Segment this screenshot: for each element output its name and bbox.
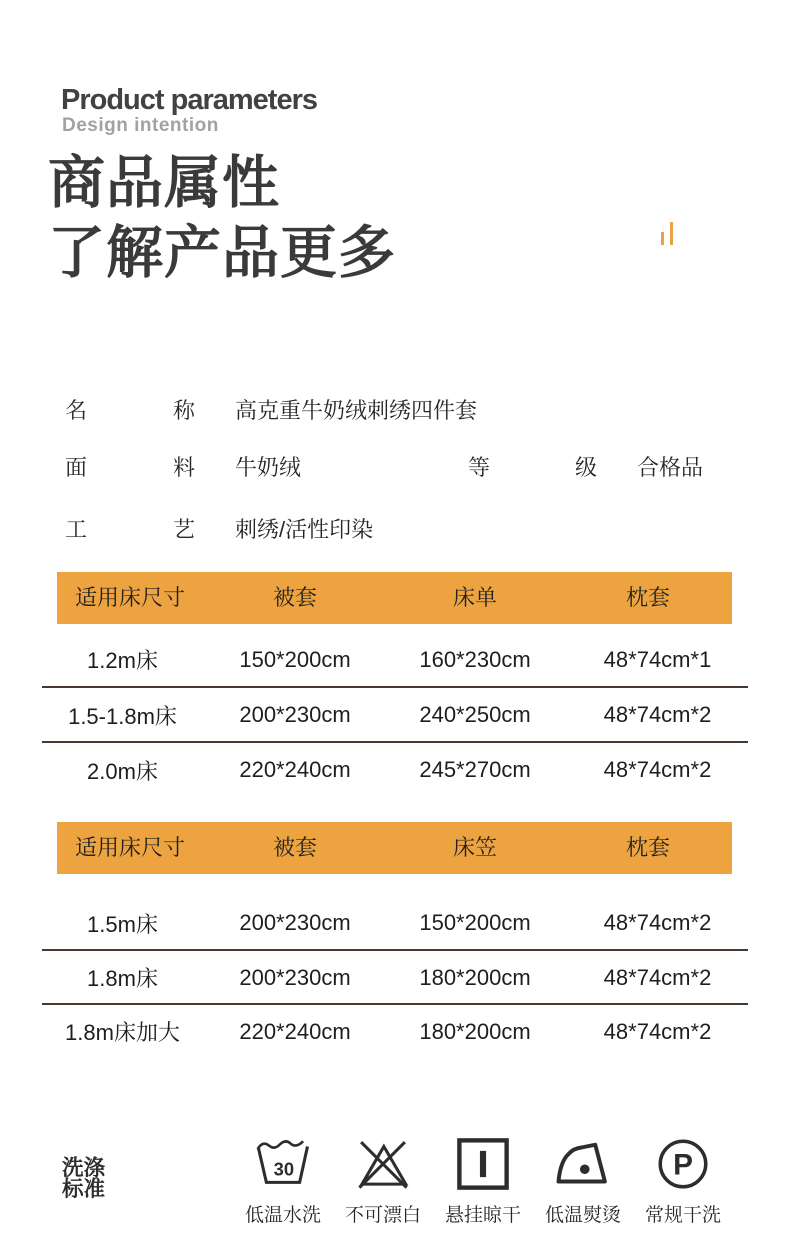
care-item-hang-dry bbox=[433, 1136, 533, 1227]
care-item-iron bbox=[533, 1136, 633, 1227]
column-header: 枕套 bbox=[625, 585, 671, 610]
table-cell: 240*250cm bbox=[419, 702, 531, 727]
table-cell: 200*230cm bbox=[239, 702, 351, 727]
table-cell: 1.5m床 bbox=[87, 911, 158, 937]
attribute-label-char: 级 bbox=[574, 455, 597, 480]
care-item-label: 悬挂晾干 bbox=[444, 1205, 521, 1226]
table-cell: 1.8m床 bbox=[87, 966, 158, 991]
care-item-label: 低温水洗 bbox=[244, 1205, 321, 1226]
attribute-label-craft bbox=[65, 513, 195, 544]
table-cell: 220*240cm bbox=[239, 757, 351, 782]
decorative-tick-short bbox=[661, 232, 664, 245]
care-item-wash bbox=[233, 1136, 333, 1227]
page-subtitle: Design intention bbox=[62, 115, 219, 136]
attribute-value-fabric: 牛奶绒 bbox=[235, 455, 302, 480]
attribute-label-char: 等 bbox=[468, 455, 491, 480]
care-items bbox=[233, 1136, 733, 1227]
column-header: 床单 bbox=[452, 585, 498, 610]
dry-clean-icon bbox=[655, 1136, 711, 1192]
table-cell: 48*74cm*2 bbox=[603, 1018, 712, 1044]
section-heading-line2: 了解产品更多 bbox=[48, 221, 396, 285]
table-cell: 180*200cm bbox=[419, 964, 531, 990]
care-item-no-bleach bbox=[333, 1136, 433, 1227]
section-heading-line1: 商品属性 bbox=[48, 151, 280, 215]
attribute-label-name bbox=[65, 394, 195, 425]
care-section-label-line2: 标准 bbox=[62, 1177, 106, 1201]
size-table-2-header bbox=[57, 822, 732, 874]
table-cell: 1.8m床加大 bbox=[65, 1020, 180, 1045]
attribute-label-char: 面 bbox=[65, 455, 88, 480]
size-table-1-header bbox=[57, 572, 732, 624]
care-item-dry-clean bbox=[633, 1136, 733, 1227]
table-cell: 48*74cm*2 bbox=[603, 702, 712, 727]
attribute-label-char: 艺 bbox=[172, 517, 195, 542]
table-cell: 180*200cm bbox=[419, 1018, 531, 1044]
table-cell: 48*74cm*2 bbox=[603, 910, 712, 935]
table-cell: 1.2m床 bbox=[87, 648, 158, 673]
table-cell: 48*74cm*2 bbox=[603, 964, 712, 990]
attribute-value-grade: 合格品 bbox=[637, 455, 704, 480]
wash-temp-value: 30 bbox=[273, 1158, 295, 1180]
care-section-label bbox=[62, 1158, 105, 1200]
table-row bbox=[30, 951, 740, 1004]
table-cell: 1.5-1.8m床 bbox=[68, 703, 177, 729]
column-header: 被套 bbox=[272, 585, 318, 610]
table-row bbox=[30, 688, 740, 742]
page-title: Product parameters bbox=[61, 84, 317, 116]
table-row bbox=[30, 632, 740, 687]
attribute-label-fabric bbox=[65, 451, 195, 482]
decorative-tick-tall bbox=[670, 222, 673, 245]
table-cell: 200*230cm bbox=[239, 910, 351, 935]
section-heading bbox=[48, 148, 396, 288]
column-header: 床笠 bbox=[452, 835, 498, 860]
table-cell: 48*74cm*2 bbox=[603, 757, 712, 782]
attribute-value-name: 高克重牛奶绒刺绣四件套 bbox=[235, 398, 478, 423]
table-cell: 2.0m床 bbox=[87, 758, 158, 784]
table-cell: 48*74cm*1 bbox=[603, 646, 712, 672]
table-cell: 220*240cm bbox=[239, 1018, 351, 1044]
attribute-row-fabric-grade bbox=[0, 451, 790, 479]
care-section-label-line1: 洗涤 bbox=[62, 1156, 106, 1180]
attribute-row-name bbox=[0, 394, 790, 422]
table-cell: 200*230cm bbox=[239, 964, 351, 990]
table-row bbox=[30, 743, 740, 797]
hang-dry-icon bbox=[455, 1136, 511, 1192]
column-header: 适用床尺寸 bbox=[75, 835, 186, 860]
iron-low-temp-icon bbox=[555, 1136, 611, 1192]
attribute-label-char: 名 bbox=[65, 398, 88, 423]
table-cell: 150*200cm bbox=[239, 646, 351, 672]
table-cell: 245*270cm bbox=[419, 757, 531, 782]
column-header: 适用床尺寸 bbox=[75, 585, 186, 610]
attribute-row-craft bbox=[0, 513, 790, 541]
column-header: 枕套 bbox=[625, 835, 671, 860]
table-cell: 150*200cm bbox=[419, 910, 531, 935]
table-cell: 160*230cm bbox=[419, 646, 531, 672]
attribute-value-craft: 刺绣/活性印染 bbox=[235, 517, 374, 542]
wash-low-temp-icon bbox=[255, 1136, 311, 1192]
table-row bbox=[30, 1005, 740, 1058]
care-item-label: 不可漂白 bbox=[344, 1205, 421, 1226]
column-header: 被套 bbox=[272, 835, 318, 860]
attribute-label-char: 料 bbox=[172, 455, 195, 480]
attribute-label-char: 工 bbox=[65, 517, 88, 542]
dry-clean-letter: P bbox=[673, 1148, 693, 1182]
no-bleach-icon bbox=[355, 1136, 411, 1192]
table-row bbox=[30, 896, 740, 950]
attribute-label-grade bbox=[468, 451, 597, 482]
attribute-label-char: 称 bbox=[172, 398, 195, 423]
care-item-label: 低温熨烫 bbox=[544, 1205, 621, 1226]
care-item-label: 常规干洗 bbox=[644, 1205, 721, 1226]
